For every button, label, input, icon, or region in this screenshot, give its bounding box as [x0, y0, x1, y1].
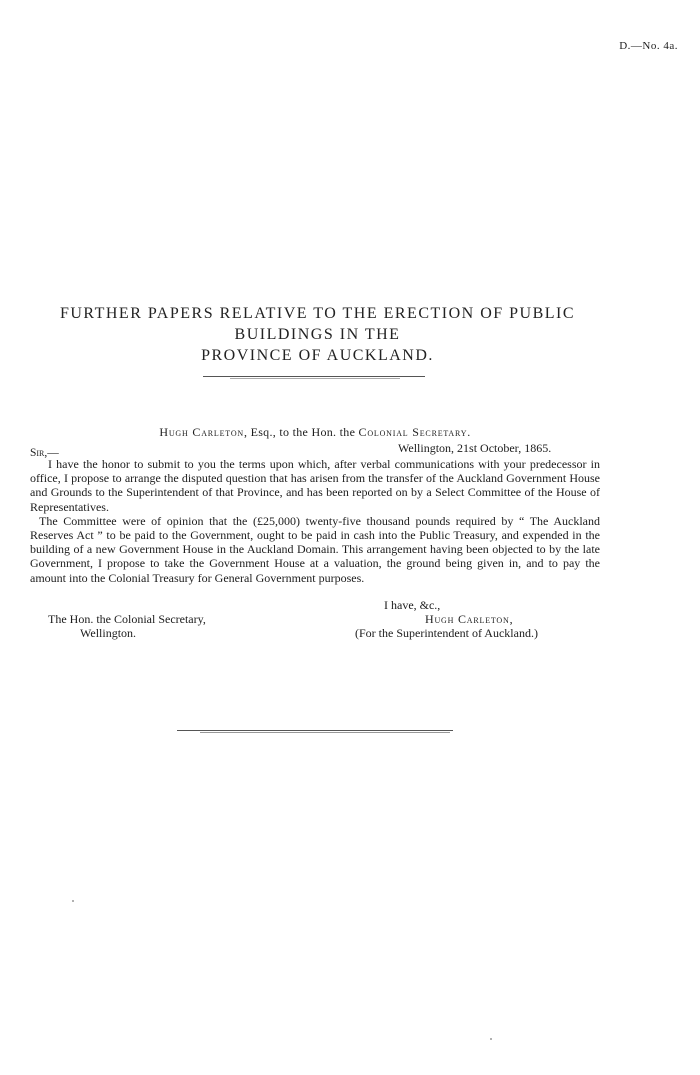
closing: I have, &c.,	[384, 598, 441, 612]
addressee-line-1: The Hon. the Colonial Secretary,	[48, 612, 206, 626]
dateline: Wellington, 21st October, 1865.	[398, 441, 552, 455]
closing-divider	[177, 730, 453, 731]
document-title	[30, 303, 605, 366]
recipient-title: Colonial Secretary	[358, 425, 468, 439]
salutation: Sir,—	[30, 447, 59, 459]
letter-body	[30, 457, 600, 585]
page-reference: D.—No. 4a.	[619, 40, 678, 52]
paragraph-2: The Committee were of opinion that the (£25,000) twenty-five thousand pounds required by “ The Auckland Reserves Act ” to be paid to the Government, ought to be paid in cash into the Public Treasury, and expended in the building of a new Government House in the Auckland Domain. This arrangement having been objected to by the late Government, I propose to take the Government House at a valuation, the ground being given in, and to pay the amount into the Colonial Treasury for General Government purposes.	[30, 513, 600, 585]
heading-connector: , Esq., to the Hon. the	[243, 425, 359, 439]
letter-heading	[0, 425, 630, 440]
title-line-1: FURTHER PAPERS RELATIVE TO THE ERECTION OF PUBLIC BUILDINGS IN THE	[59, 305, 576, 343]
addressee-line-2: Wellington.	[80, 626, 137, 640]
heading-end: .	[467, 425, 471, 439]
closing-divider-lower	[200, 732, 450, 733]
title-divider-lower	[230, 378, 400, 379]
signature-note: (For the Superintendent of Auckland.)	[355, 626, 538, 640]
title-line-2: PROVINCE OF AUCKLAND.	[201, 347, 434, 364]
title-divider	[203, 376, 425, 377]
signature: Hugh Carleton,	[425, 612, 514, 626]
paragraph-1: I have the honor to submit to you the terms upon which, after verbal communications with your predecessor in office, I propose to arrange the disputed question that has arisen from the transfer of the Auckland Government House and Grounds to the Superintendent of that Province, and has been reported on by a Select Committee of the House of Representatives.	[30, 457, 600, 514]
paper-speck	[72, 900, 74, 902]
paper-speck	[490, 1038, 492, 1040]
sender-name: Hugh Carleton	[159, 425, 244, 439]
